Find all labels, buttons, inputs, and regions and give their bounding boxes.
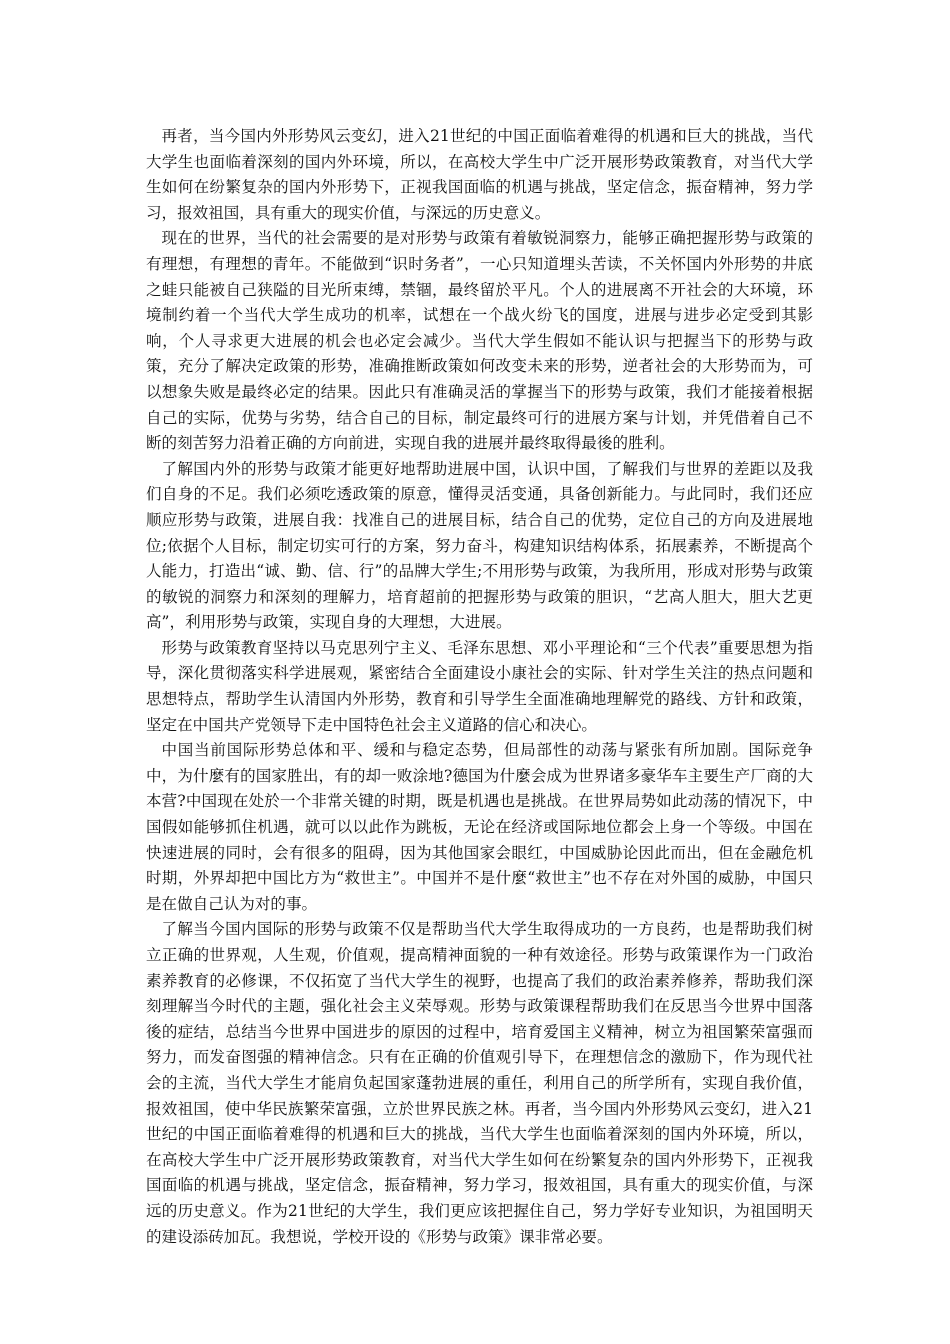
paragraph-5: 中国当前国际形势总体和平、缓和与稳定态势，但局部性的动荡与紧张有所加剧。国际竞争中，为什麼有的国家胜出，有的却一败涂地?德国为什麼会成为世界诸多豪华车主要生产厂商的大本营?中国现在处於一个非常关键的时期，既是机遇也是挑战。在世界局势如此动荡的情况下，中国假如能够抓住机遇，就可以以此作为跳板，无论在经济或国际地位都会上身一个等级。中国在快速进展的同时，会有很多的阻碍，因为其他国家会眼红，中国威胁论因此而出，但在金融危机时期，外界却把中国比方为“救世主”。中国并不是什麼“救世主”也不存在对外国的威胁，中国只是在做自己认为对的事。 — [146, 741, 813, 913]
document-body — [146, 124, 813, 1250]
paragraph-2: 现在的世界，当代的社会需要的是对形势与政策有着敏锐洞察力，能够正确把握形势与政策的有理想，有理想的青年。不能做到“识时务者”，一心只知道埋头苦读，不关怀国内外形势的井底之蛙只能被自己狭隘的目光所束缚，禁锢，最终留於平凡。个人的进展离不开社会的大环境，环境制约着一个当代大学生成功的机率，试想在一个战火纷飞的国度，进展与进步必定受到其影响，个人寻求更大进展的机会也必定会减少。当代大学生假如不能认识与把握当下的形势与政策，充分了解决定政策的形势，准确推断政策如何改变未来的形势，逆者社会的大形势而为，可以想象失败是最终必定的结果。因此只有准确灵活的掌握当下的形势与政策，我们才能接着根据自己的实际，优势与劣势，结合自己的目标，制定最终可行的进展方案与计划，并凭借着自己不断的刻苦努力沿着正确的方向前进，实现自我的进展并最终取得最後的胜利。 — [146, 229, 813, 453]
paragraph-6: 了解当今国内国际的形势与政策不仅是帮助当代大学生取得成功的一方良药，也是帮助我们树立正确的世界观，人生观，价值观，提高精神面貌的一种有效途径。形势与政策课作为一门政治素养教育的必修课，不仅拓宽了当代大学生的视野，也提高了我们的政治素养修养，帮助我们深刻理解当今时代的主题，强化社会主义荣辱观。形势与政策课程帮助我们在反思当今世界中国落後的症结，总结当今世界中国进步的原因的过程中，培育爱国主义精神，树立为祖国繁荣富强而努力，而发奋图强的精神信念。只有在正确的价值观引导下，在理想信念的激励下，作为现代社会的主流，当代大学生才能肩负起国家蓬勃进展的重任，利用自己的所学所有，实现自我价值，报效祖国，使中华民族繁荣富强，立於世界民族之林。再者，当今国内外形势风云变幻，进入21世纪的中国正面临着难得的机遇和巨大的挑战，当代大学生也面临着深刻的国内外环境，所以，在高校大学生中广泛开展形势政策教育，对当代大学生如何在纷繁复杂的国内外形势下，正视我国面临的机遇与挑战，坚定信念，振奋精神，努力学习，报效祖国，具有重大的现实价值，与深远的历史意义。作为21世纪的大学生，我们更应该把握住自己，努力学好专业知识，为祖国明天的建设添砖加瓦。我想说，学校开设的《形势与政策》课非常必要。 — [146, 920, 813, 1246]
paragraph-4: 形势与政策教育坚持以马克思列宁主义、毛泽东思想、邓小平理论和“三个代表”重要思想为指导，深化贯彻落实科学进展观，紧密结合全面建设小康社会的实际、针对学生关注的热点问题和思想特点，帮助学生认清国内外形势，教育和引导学生全面准确地理解党的路线、方针和政策，坚定在中国共产党领导下走中国特色社会主义道路的信心和决心。 — [146, 638, 813, 734]
paragraph-3: 了解国内外的形势与政策才能更好地帮助进展中国，认识中国，了解我们与世界的差距以及我们自身的不足。我们必须吃透政策的原意，懂得灵活变通，具备创新能力。与此同时，我们还应顺应形势与政策，进展自我：找准自己的进展目标，结合自己的优势，定位自己的方向及进展地位;依据个人目标，制定切实可行的方案，努力奋斗，构建知识结构体系，拓展素养，不断提高个人能力，打造出“诚、勤、信、行”的品牌大学生;不用形势与政策，为我所用，形成对形势与政策的敏锐的洞察力和深刻的理解力，培育超前的把握形势与政策的胆识，“艺高人胆大，胆大艺更高”，利用形势与政策，实现自身的大理想，大进展。 — [146, 459, 813, 632]
paragraph-1: 再者，当今国内外形势风云变幻，进入21世纪的中国正面临着难得的机遇和巨大的挑战，当代大学生也面临着深刻的国内外环境，所以，在高校大学生中广泛开展形势政策教育，对当代大学生如何在纷繁复杂的国内外形势下，正视我国面临的机遇与挑战，坚定信念，振奋精神，努力学习，报效祖国，具有重大的现实价值，与深远的历史意义。 — [146, 127, 813, 222]
